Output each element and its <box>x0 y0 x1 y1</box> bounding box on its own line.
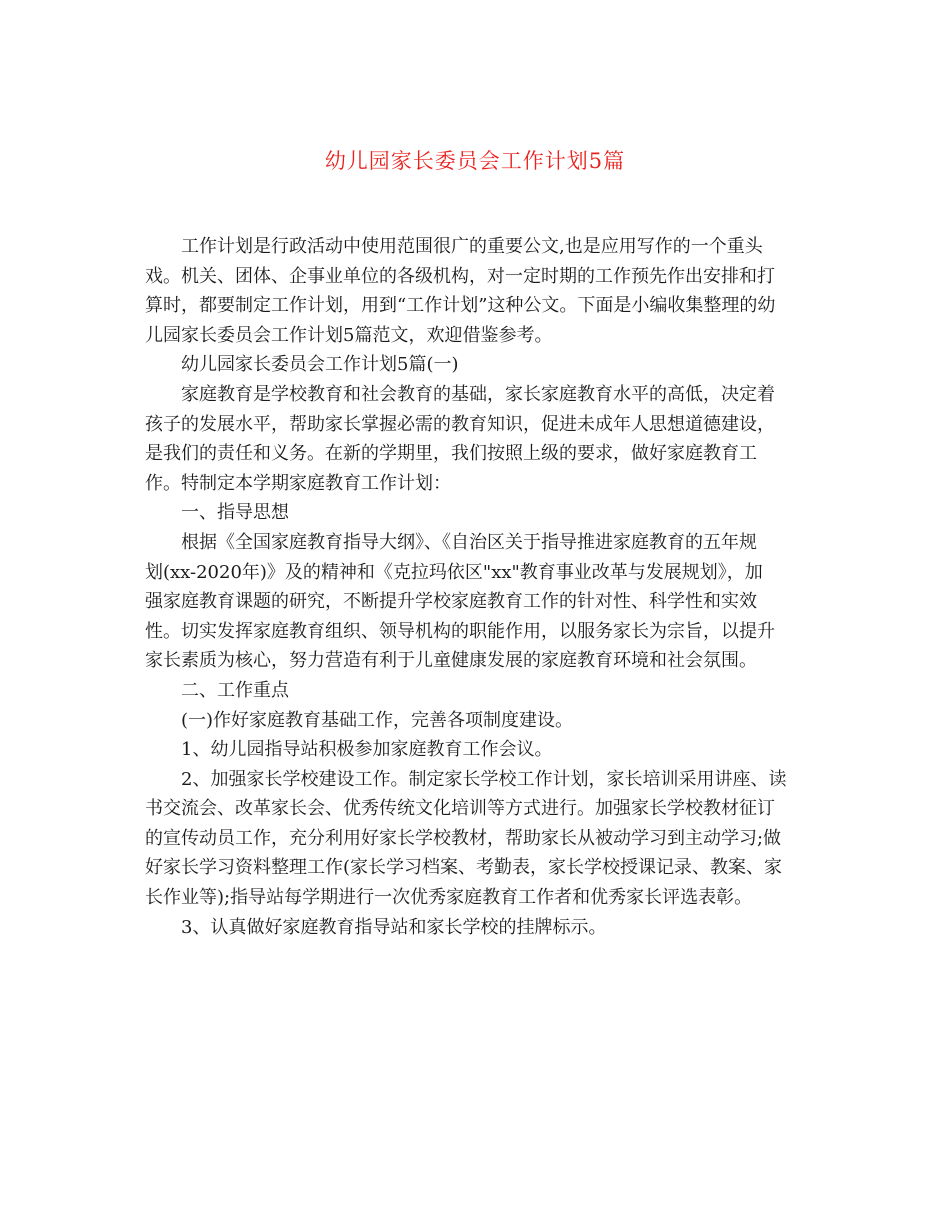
body-line: 性。切实发挥家庭教育组织、领导机构的职能作用，以服务家长为宗旨，以提升 <box>145 620 775 642</box>
section-heading: 一、指导思想 <box>181 502 289 524</box>
body-line: 作。特制定本学期家庭教育工作计划： <box>145 472 451 494</box>
body-line: 1、幼儿园指导站积极参加家庭教育工作会议。 <box>181 739 553 761</box>
body-line: 根据《全国家庭教育指导大纲》、《自治区关于指导推进家庭教育的五年规 <box>181 531 757 553</box>
body-line: 戏。机关、团体、企事业单位的各级机构，对一定时期的工作预先作出安排和打 <box>145 265 775 287</box>
body-line: 家长素质为核心，努力营造有利于儿童健康发展的家庭教育环境和社会氛围。 <box>145 650 757 672</box>
body-line: 是我们的责任和义务。在新的学期里，我们按照上级的要求，做好家庭教育工 <box>145 443 757 465</box>
document-body <box>145 232 805 942</box>
body-line: 儿园家长委员会工作计划5篇范文，欢迎借鉴参考。 <box>145 324 553 346</box>
body-line: 算时，都要制定工作计划，用到“工作计划”这种公文。下面是小编收集整理的幼 <box>145 295 776 317</box>
body-line: 的宣传动员工作，充分利用好家长学校教材，帮助家长从被动学习到主动学习;做 <box>145 827 782 849</box>
body-line: 强家庭教育课题的研究，不断提升学校家庭教育工作的针对性、科学性和实效 <box>145 591 757 613</box>
body-line: 家庭教育是学校教育和社会教育的基础，家长家庭教育水平的高低，决定着 <box>181 383 775 405</box>
body-line: (一)作好家庭教育基础工作，完善各项制度建设。 <box>181 709 574 731</box>
body-line: 长作业等);指导站每学期进行一次优秀家庭教育工作者和优秀家长评选表彰。 <box>145 887 753 909</box>
body-line: 2、加强家长学校建设工作。制定家长学校工作计划，家长培训采用讲座、读 <box>181 768 787 790</box>
body-line: 工作计划是行政活动中使用范围很广的重要公文,也是应用写作的一个重头 <box>181 236 763 257</box>
section-heading: 幼儿园家长委员会工作计划5篇(一) <box>181 354 459 376</box>
body-line: 孩子的发展水平，帮助家长掌握必需的教育知识，促进未成年人思想道德建设， <box>145 413 775 435</box>
document-title: 幼儿园家长委员会工作计划5篇 <box>324 149 626 173</box>
body-line: 划(xx-2020年)》及的精神和《克拉玛依区"xx"教育事业改革与发展规划》，加 <box>145 561 763 583</box>
body-line: 3、认真做好家庭教育指导站和家长学校的挂牌标示。 <box>181 916 607 938</box>
section-heading: 二、工作重点 <box>181 679 289 701</box>
body-line: 好家长学习资料整理工作(家长学习档案、考勤表，家长学校授课记录、教案、家 <box>145 857 783 879</box>
body-line: 书交流会、改革家长会、优秀传统文化培训等方式进行。加强家长学校教材征订 <box>145 798 775 820</box>
